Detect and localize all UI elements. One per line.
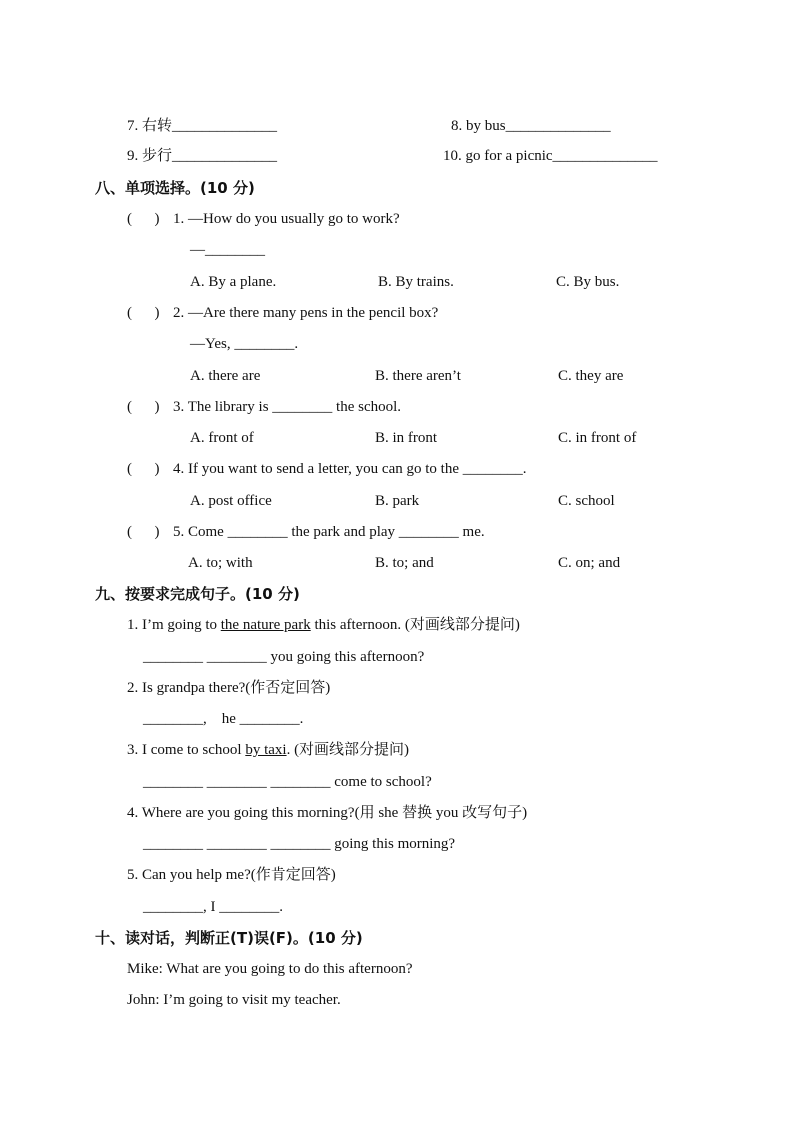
section-10-title: 十、读对话，判断正(T)误(F)。(10 分) [95,929,363,947]
section-9-title: 九、按要求完成句子。(10 分) [95,585,300,603]
rewrite-item-5: 5. Can you help me?(作肯定回答) [127,867,336,883]
item-text-after: . (对画线部分提问) [286,742,410,758]
answer-line: ________, I ________. [143,899,283,915]
dialogue-line: Mike: What are you going to do this afternoon? [127,961,413,977]
item-text-after: this afternoon. (对画线部分提问) [310,617,520,633]
option-c: C. they are [558,368,624,384]
option-a: A. post office [190,493,272,509]
answer-paren: ( ) [127,211,160,227]
answer-line: —Yes, ________. [190,336,299,352]
option-a: A. By a plane. [190,274,277,290]
option-c: C. By bus. [556,274,620,290]
answer-line: ________, he ________. [143,711,304,727]
section-8-title: 八、单项选择。(10 分) [95,179,255,197]
answer-line: —________ [190,242,265,258]
rewrite-item-4: 4. Where are you going this morning?(用 she 替换 you 改写句子) [127,805,528,821]
rewrite-item-1 [127,615,520,635]
option-a: A. front of [190,430,254,446]
question-stem: 3. The library is ________ the school. [173,399,402,415]
option-c: C. on; and [558,555,621,571]
answer-paren: ( ) [127,399,160,415]
vocab-item-10: 10. go for a picnic______________ [443,148,658,164]
item-text-before: 3. I come to school [127,742,246,758]
item-text-before: 1. I’m going to [127,617,221,633]
answer-line: ________ ________ ________ come to school? [143,774,432,790]
option-b: B. to; and [375,555,434,571]
option-b: B. in front [375,430,438,446]
option-c: C. school [558,493,615,509]
answer-line: ________ ________ ________ going this morning? [143,836,456,852]
option-a: A. there are [190,368,261,384]
answer-paren: ( ) [127,305,160,321]
question-stem: 2. —Are there many pens in the pencil box? [173,305,439,321]
rewrite-item-2: 2. Is grandpa there?(作否定回答) [127,680,331,696]
answer-paren: ( ) [127,461,160,477]
option-b: B. By trains. [378,274,454,290]
question-stem: 5. Come ________ the park and play ________ me. [173,524,485,540]
question-stem: 1. —How do you usually go to work? [173,211,400,227]
option-c: C. in front of [558,430,637,446]
underlined-phrase: the nature park [220,617,311,633]
vocab-item-9: 9. 步行______________ [127,148,278,164]
vocab-item-8: 8. by bus______________ [451,118,611,134]
option-b: B. there aren’t [375,368,461,384]
underlined-phrase: by taxi [245,742,287,758]
answer-paren: ( ) [127,524,160,540]
answer-line: ________ ________ you going this afternoon? [143,649,425,665]
option-b: B. park [375,493,420,509]
option-a: A. to; with [188,555,253,571]
vocab-item-7: 7. 右转______________ [127,118,278,134]
question-stem: 4. If you want to send a letter, you can go to the ________. [173,461,527,477]
dialogue-line: John: I’m going to visit my teacher. [127,992,341,1008]
rewrite-item-3 [127,740,409,760]
